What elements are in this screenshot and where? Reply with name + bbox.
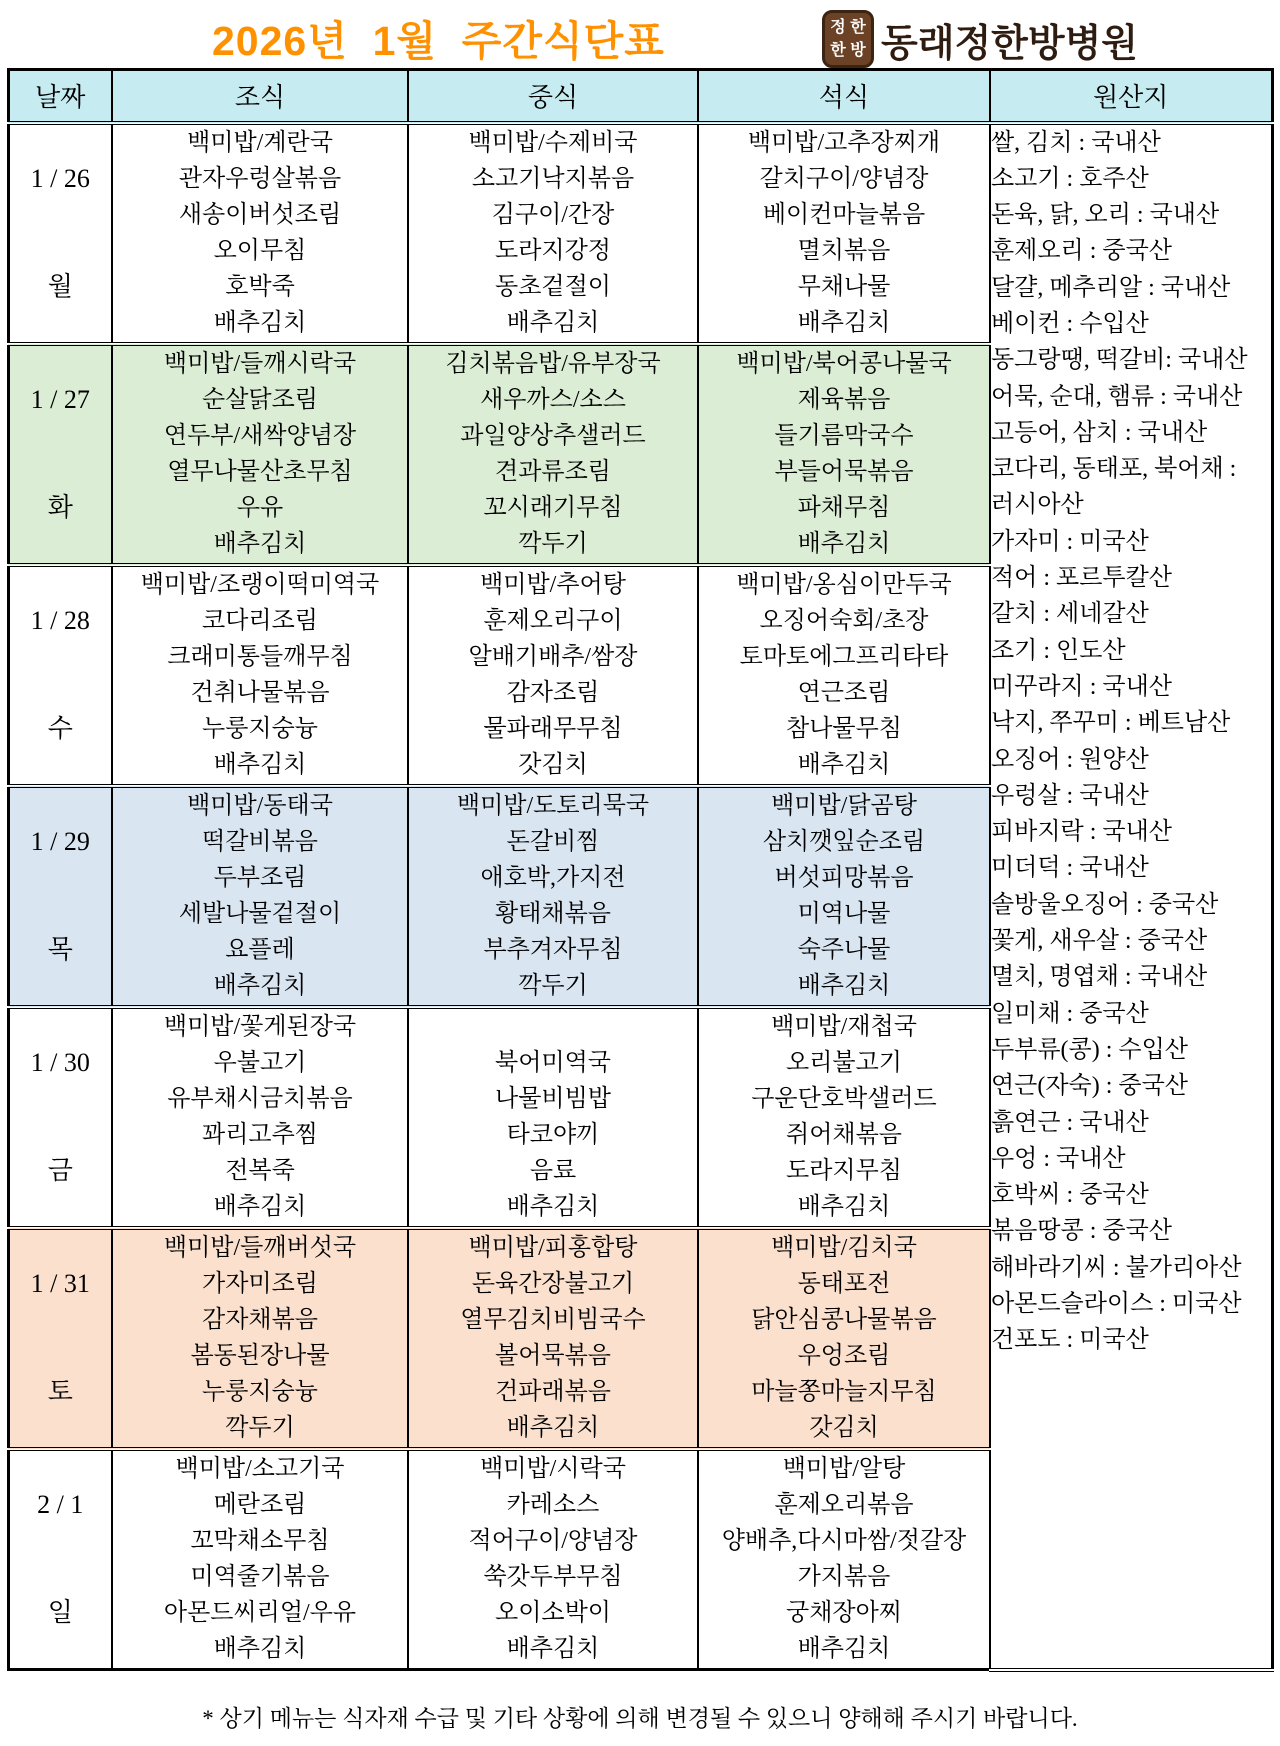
origin-item: 연근(자숙) : 중국산 — [991, 1073, 1188, 1100]
menu-item: 황태채볶음 — [495, 901, 611, 927]
menu-item: 백미밥/수제비국 — [468, 130, 638, 156]
menu-item: 배추김치 — [797, 1194, 891, 1220]
menu-item: 관자우렁살볶음 — [178, 166, 342, 192]
menu-item: 크래미통들깨무침 — [167, 644, 353, 670]
menu-item: 오징어숙회/초장 — [759, 608, 929, 634]
menu-item: 삼치깻잎순조림 — [762, 829, 926, 855]
hospital-name: 동래정한방병원 — [881, 22, 1138, 65]
hospital-seal-icon — [822, 10, 874, 68]
menu-item: 궁채장아찌 — [786, 1600, 902, 1627]
menu-item: 백미밥/고추장찌개 — [747, 130, 941, 156]
menu-item: 배추김치 — [797, 310, 891, 336]
origin-item: 해바라기씨 : 불가리아산 — [991, 1254, 1242, 1281]
menu-item: 무채나물 — [797, 274, 891, 300]
menu-item: 멸치볶음 — [797, 238, 891, 264]
menu-item: 배추김치 — [797, 1636, 891, 1663]
menu-item: 건파래볶음 — [495, 1379, 611, 1405]
menu-item: 토마토에그프리타타 — [739, 644, 949, 670]
date-cell — [8, 1007, 112, 1228]
menu-item: 백미밥/피홍합탕 — [468, 1235, 638, 1261]
origin-item: 아몬드슬라이스 : 미국산 — [991, 1291, 1242, 1317]
menu-item: 미역줄기볶음 — [190, 1564, 330, 1591]
menu-item: 견과류조림 — [495, 459, 611, 485]
menu-item: 누룽지숭늉 — [202, 716, 318, 742]
menu-item: 알배기배추/쌈장 — [468, 644, 638, 670]
page-title: 2026년 1월 주간식단표 — [212, 18, 665, 64]
menu-item: 배추김치 — [506, 1194, 600, 1220]
origin-item: 동그랑땡, 떡갈비: 국내산 — [991, 347, 1248, 374]
menu-item: 갓김치 — [809, 1415, 879, 1441]
menu-item: 볼어묵볶음 — [495, 1343, 611, 1369]
menu-item: 백미밥/추어탕 — [480, 572, 626, 598]
menu-item: 과일양상추샐러드 — [460, 423, 646, 449]
seal-char: 한 — [830, 41, 846, 59]
menu-item: 카레소스 — [506, 1492, 600, 1519]
menu-item: 가자미조림 — [202, 1271, 318, 1297]
lunch-cell — [408, 1228, 698, 1449]
hospital-logo — [822, 10, 1138, 68]
date-value: 1 / 31 — [30, 1269, 90, 1298]
day-name: 월 — [47, 272, 73, 301]
menu-item: 백미밥/북어콩나물국 — [736, 351, 952, 377]
origin-item: 흙연근 : 국내산 — [991, 1109, 1149, 1136]
menu-item: 버섯피망볶음 — [774, 865, 914, 891]
menu-item: 숙주나물 — [797, 937, 891, 963]
origin-item: 멸치, 명엽채 : 국내산 — [991, 964, 1208, 991]
menu-item: 감자조림 — [506, 680, 600, 706]
menu-item: 백미밥/조랭이떡미역국 — [140, 572, 380, 598]
menu-item: 오리불고기 — [786, 1050, 902, 1076]
origin-item: 코다리, 동태포, 북어채 : — [991, 456, 1237, 483]
menu-item: 닭안심콩나물볶음 — [751, 1307, 937, 1333]
dinner-cell — [698, 1449, 990, 1670]
date-wrap — [10, 161, 112, 305]
menu-item: 누룽지숭늉 — [202, 1379, 318, 1405]
menu-item: 배추김치 — [506, 310, 600, 336]
lunch-cell — [408, 344, 698, 565]
menu-item: 감자채볶음 — [202, 1307, 318, 1333]
date-wrap — [10, 603, 112, 747]
menu-item: 소고기낙지볶음 — [471, 166, 635, 192]
menu-item: 배추김치 — [213, 1194, 307, 1220]
menu-item: 배추김치 — [797, 531, 891, 557]
origin-item: 솔방울오징어 : 중국산 — [991, 891, 1219, 918]
origin-item: 가자미 : 미국산 — [991, 528, 1149, 555]
menu-item: 김치볶음밥/유부장국 — [445, 351, 661, 377]
menu-item: 백미밥/계란국 — [187, 130, 333, 156]
seal-char: 정 — [830, 18, 846, 36]
menu-item: 북어미역국 — [495, 1050, 611, 1076]
menu-item: 전복죽 — [225, 1158, 295, 1184]
menu-item: 연근조림 — [797, 680, 891, 706]
date-wrap — [10, 824, 112, 968]
menu-item: 깍두기 — [518, 531, 588, 557]
menu-item: 건취나물볶음 — [190, 680, 330, 706]
dinner-cell — [698, 1007, 990, 1228]
menu-item: 돈갈비찜 — [506, 829, 600, 855]
day-name: 일 — [47, 1598, 73, 1628]
origin-cell — [990, 123, 1272, 1670]
date-wrap — [10, 382, 112, 526]
menu-item: 파채무침 — [797, 495, 891, 521]
origin-item: 우렁살 : 국내산 — [991, 782, 1149, 809]
date-cell — [8, 123, 112, 344]
origin-item: 오징어 : 원양산 — [991, 746, 1149, 773]
origin-item: 조기 : 인도산 — [991, 637, 1126, 664]
menu-item: 훈제오리볶음 — [774, 1492, 914, 1519]
date-cell — [8, 786, 112, 1007]
lunch-cell — [408, 565, 698, 786]
menu-item: 오이소박이 — [495, 1600, 611, 1627]
seal-char: 방 — [850, 41, 866, 59]
origin-item: 미꾸라지 : 국내산 — [991, 673, 1172, 700]
day-name: 수 — [47, 714, 73, 743]
menu-item: 동태포전 — [797, 1271, 891, 1297]
origin-item: 쌀, 김치 : 국내산 — [991, 129, 1161, 156]
menu-item: 김구이/간장 — [491, 202, 615, 228]
origin-item: 어묵, 순대, 햄류 : 국내산 — [991, 383, 1243, 410]
menu-item: 우엉조림 — [797, 1343, 891, 1369]
date-value: 2 / 1 — [37, 1490, 84, 1520]
menu-item: 연두부/새싹양념장 — [163, 423, 357, 449]
menu-item: 메란조림 — [213, 1492, 307, 1519]
origin-item: 베이컨 : 수입산 — [991, 310, 1149, 337]
page-header — [0, 0, 1280, 68]
dinner-cell — [698, 344, 990, 565]
origin-item: 적어 : 포르투칼산 — [991, 565, 1172, 592]
origin-item: 우엉 : 국내산 — [991, 1145, 1126, 1172]
breakfast-cell — [112, 1007, 408, 1228]
breakfast-cell — [112, 1228, 408, 1449]
origin-item: 미더덕 : 국내산 — [991, 855, 1149, 882]
dinner-cell — [698, 565, 990, 786]
date-cell — [8, 344, 112, 565]
menu-item: 요플레 — [225, 937, 295, 963]
menu-item: 나물비빔밥 — [495, 1086, 611, 1112]
origin-item: 두부류(콩) : 수입산 — [991, 1036, 1188, 1063]
day-name: 토 — [47, 1377, 73, 1406]
menu-item: 물파래무무침 — [483, 716, 623, 742]
menu-item: 꽈리고추찜 — [202, 1122, 318, 1148]
menu-item: 가지볶음 — [797, 1564, 891, 1591]
menu-item: 백미밥/닭곰탕 — [771, 793, 917, 819]
menu-item: 두부조림 — [213, 865, 307, 891]
menu-item: 갓김치 — [518, 752, 588, 778]
origin-item: 볶음땅콩 : 중국산 — [991, 1218, 1172, 1245]
menu-table-body — [8, 123, 1272, 1670]
lunch-cell — [408, 123, 698, 344]
menu-item: 백미밥/들깨버섯국 — [163, 1235, 357, 1261]
col-header-origin: 원산지 — [990, 70, 1272, 123]
dinner-cell — [698, 1228, 990, 1449]
menu-item: 아몬드씨리얼/우유 — [163, 1600, 357, 1627]
menu-item: 양배추,다시마쌈/젓갈장 — [721, 1528, 967, 1555]
menu-item: 백미밥/김치국 — [771, 1235, 917, 1261]
origin-item: 갈치 : 세네갈산 — [991, 601, 1149, 628]
col-header-dinner: 석식 — [698, 70, 990, 123]
origin-item: 호박씨 : 중국산 — [991, 1182, 1149, 1209]
menu-item: 도라지강정 — [495, 238, 611, 264]
origin-item: 훈제오리 : 중국산 — [991, 238, 1172, 265]
menu-item: 마늘쫑마늘지무침 — [751, 1379, 937, 1405]
menu-item: 타코야끼 — [506, 1122, 600, 1148]
menu-item: 들기름막국수 — [774, 423, 914, 449]
menu-item: 깍두기 — [518, 973, 588, 999]
menu-item — [409, 1009, 697, 1045]
date-wrap — [10, 1045, 112, 1189]
date-value: 1 / 30 — [30, 1048, 90, 1077]
menu-item: 배추김치 — [797, 752, 891, 778]
menu-item: 백미밥/옹심이만두국 — [736, 572, 952, 598]
menu-item: 열무김치비빔국수 — [460, 1307, 646, 1333]
dinner-cell — [698, 123, 990, 344]
date-wrap — [10, 1266, 112, 1410]
menu-item: 베이컨마늘볶음 — [762, 202, 926, 228]
menu-item: 순살닭조림 — [202, 387, 318, 413]
menu-item: 미역나물 — [797, 901, 891, 927]
date-cell — [8, 1449, 112, 1670]
origin-item: 소고기 : 호주산 — [991, 165, 1149, 192]
col-header-breakfast: 조식 — [112, 70, 408, 123]
origin-item: 돈육, 닭, 오리 : 국내산 — [991, 202, 1220, 229]
menu-row-월 — [8, 123, 1272, 344]
menu-item: 백미밥/꽃게된장국 — [163, 1014, 357, 1040]
day-name: 금 — [47, 1156, 73, 1185]
menu-item: 돈육간장불고기 — [471, 1271, 635, 1297]
menu-item: 깍두기 — [225, 1415, 295, 1441]
menu-item: 백미밥/들깨시락국 — [163, 351, 357, 377]
menu-item: 봄동된장나물 — [190, 1343, 330, 1369]
menu-item: 열무나물산초무침 — [167, 459, 353, 485]
seal-char: 한 — [850, 18, 866, 36]
menu-item: 떡갈비볶음 — [202, 829, 318, 855]
date-cell — [8, 1228, 112, 1449]
menu-item: 쑥갓두부무침 — [483, 1564, 623, 1591]
menu-item: 새우까스/소스 — [480, 387, 626, 413]
dinner-cell — [698, 786, 990, 1007]
menu-item: 오이무침 — [213, 238, 307, 264]
breakfast-cell — [112, 1449, 408, 1670]
day-name: 화 — [47, 493, 73, 522]
menu-item: 새송이버섯조림 — [178, 202, 342, 228]
menu-item: 도라지무침 — [786, 1158, 902, 1184]
menu-item: 배추김치 — [797, 973, 891, 999]
origin-item: 러시아산 — [991, 492, 1084, 519]
origin-item: 달걀, 메추리알 : 국내산 — [991, 274, 1231, 301]
menu-item: 우유 — [236, 495, 284, 521]
menu-item: 세발나물겉절이 — [178, 901, 342, 927]
menu-item: 배추김치 — [506, 1636, 600, 1663]
lunch-cell — [408, 1007, 698, 1228]
menu-item: 적어구이/양념장 — [468, 1528, 638, 1555]
menu-item: 백미밥/소고기국 — [175, 1456, 345, 1483]
date-cell — [8, 565, 112, 786]
origin-item: 건포도 : 미국산 — [991, 1327, 1149, 1354]
menu-item: 쥐어채볶음 — [786, 1122, 902, 1148]
menu-item: 호박죽 — [225, 274, 295, 300]
menu-item: 꼬막채소무침 — [190, 1528, 330, 1555]
breakfast-cell — [112, 344, 408, 565]
menu-item: 코다리조림 — [202, 608, 318, 634]
menu-item: 유부채시금치볶음 — [167, 1086, 353, 1112]
menu-item: 부추겨자무침 — [483, 937, 623, 963]
menu-item: 부들어묵볶음 — [774, 459, 914, 485]
menu-item: 제육볶음 — [797, 387, 891, 413]
origin-item: 피바지락 : 국내산 — [991, 819, 1172, 846]
footer-note: * 상기 메뉴는 식자재 수급 및 기타 상황에 의해 변경될 수 있으니 양해해 주시기 바랍니다. — [202, 1705, 1078, 1731]
menu-item: 참나물무침 — [786, 716, 902, 742]
menu-item: 백미밥/시락국 — [480, 1456, 626, 1483]
col-header-lunch: 중식 — [408, 70, 698, 123]
lunch-cell — [408, 786, 698, 1007]
menu-item: 동초겉절이 — [495, 274, 611, 300]
menu-item: 배추김치 — [506, 1415, 600, 1441]
origin-item: 고등어, 삼치 : 국내산 — [991, 419, 1208, 446]
menu-item: 배추김치 — [213, 973, 307, 999]
date-wrap — [10, 1487, 112, 1631]
origin-item: 일미채 : 중국산 — [991, 1000, 1149, 1027]
menu-item: 갈치구이/양념장 — [759, 166, 929, 192]
menu-item: 배추김치 — [213, 1636, 307, 1663]
menu-item: 애호박,가지전 — [480, 865, 626, 891]
day-name: 목 — [47, 935, 73, 964]
date-value: 1 / 29 — [30, 827, 90, 856]
breakfast-cell — [112, 786, 408, 1007]
menu-item: 꼬시래기무침 — [483, 495, 623, 521]
lunch-cell — [408, 1449, 698, 1670]
weekly-menu-table — [7, 68, 1274, 1672]
menu-item: 구운단호박샐러드 — [751, 1086, 937, 1112]
header-row — [8, 70, 1272, 123]
menu-item: 배추김치 — [213, 310, 307, 336]
origin-item: 꽃게, 새우살 : 중국산 — [991, 928, 1208, 955]
menu-item: 백미밥/재첩국 — [771, 1014, 917, 1040]
date-value: 1 / 26 — [30, 164, 90, 193]
col-header-date: 날짜 — [8, 70, 112, 123]
menu-item: 우불고기 — [213, 1050, 307, 1076]
menu-item: 백미밥/동태국 — [187, 793, 333, 819]
origin-item: 낙지, 쭈꾸미 : 베트남산 — [991, 710, 1231, 737]
menu-item: 백미밥/알탕 — [782, 1456, 906, 1483]
menu-item: 배추김치 — [213, 752, 307, 778]
date-value: 1 / 27 — [30, 385, 90, 414]
menu-item: 배추김치 — [213, 531, 307, 557]
breakfast-cell — [112, 123, 408, 344]
menu-item: 음료 — [529, 1158, 577, 1184]
date-value: 1 / 28 — [30, 606, 90, 635]
breakfast-cell — [112, 565, 408, 786]
menu-item: 백미밥/도토리묵국 — [456, 793, 650, 819]
menu-item: 훈제오리구이 — [483, 608, 623, 634]
